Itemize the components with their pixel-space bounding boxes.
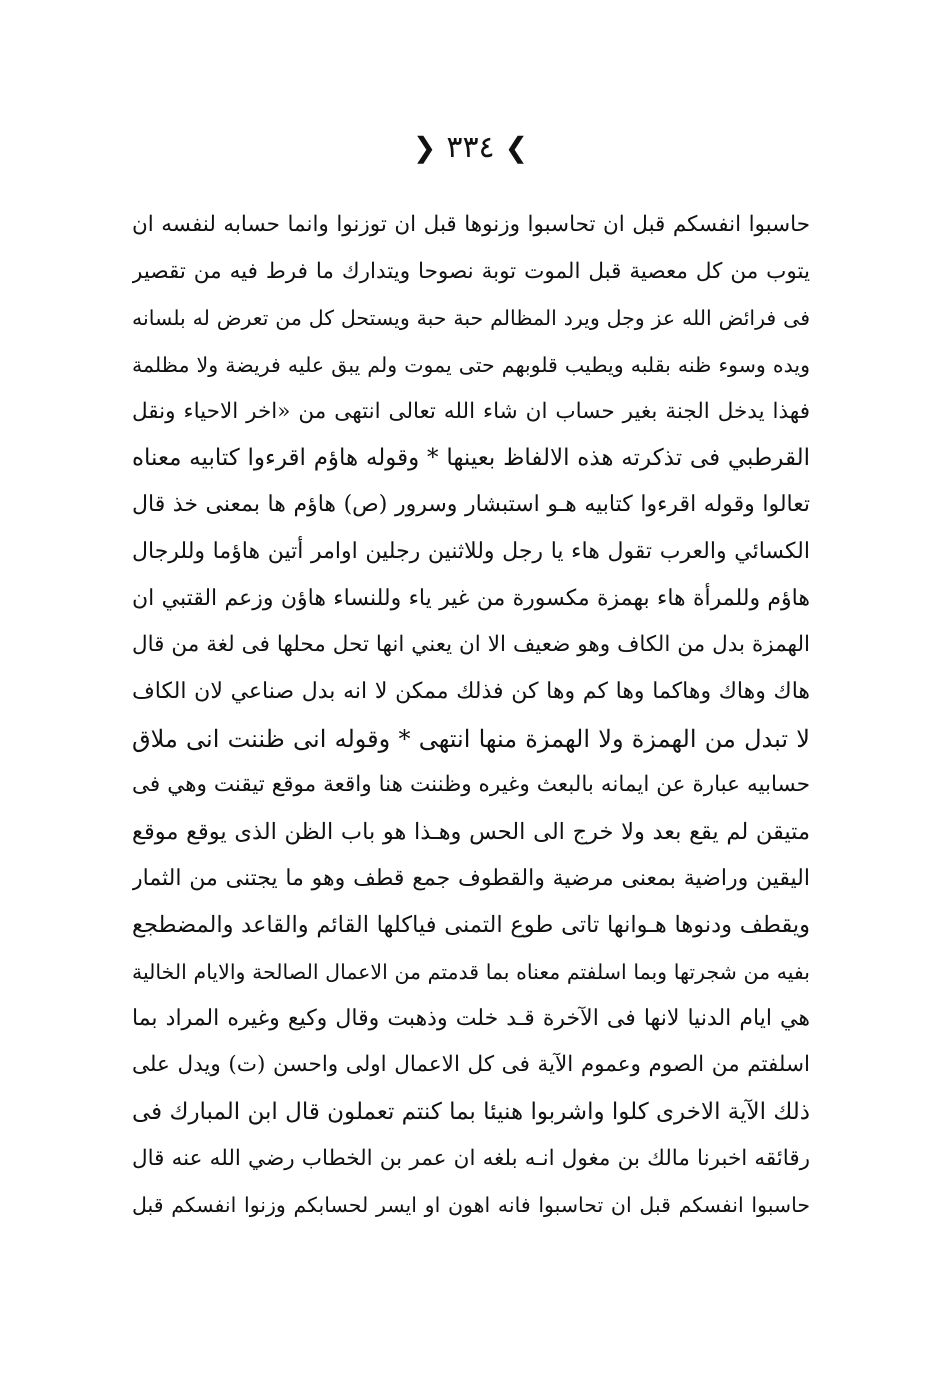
text-line: فهذا يدخل الجنة بغير حساب ان شاء الله تعالى انتهى من «اخر الاحياء ونقل — [132, 398, 810, 424]
ornament-right-icon: ❯ — [412, 131, 437, 164]
text-line: ويده وسوء ظنه بقلبه ويطيب قلوبهم حتى يموت ولم يبق عليه فريضة ولا مظلمة — [132, 353, 810, 378]
text-line: لا تبدل من الهمزة ولا الهمزة منها انتهى * وقوله انى ظننت انى ملاق — [132, 724, 810, 753]
ornament-left-icon: ❮ — [504, 131, 529, 164]
text-line: هاؤم وللمرأة هاء بهمزة مكسورة من غير ياء وللنساء هاؤن وزعم القتبي ان — [132, 585, 810, 611]
body-text — [132, 202, 810, 1229]
text-line: حسابيه عبارة عن ايمانه بالبعث وغيره وظننت هنا واقعة موقع تيقنت وهي فى — [132, 772, 810, 798]
text-line: يتوب من كل معصية قبل الموت توبة نصوحا ويتدارك ما فرط فيه من تقصير — [132, 258, 810, 284]
text-line: ويقطف ودنوها هـوانها تاتى طوع التمنى فياكلها القائم والقاعد والمضطجع — [132, 912, 810, 939]
text-line: تعالوا وقوله اقرءوا كتابيه هـو استبشار وسرور (ص) هاؤم ها بمعنى خذ قال — [132, 492, 810, 518]
text-line: هاك وهاك وهاكما وها كم وها كن فذلك ممكن لا انه بدل صناعي لان الكاف — [132, 678, 810, 704]
text-line: رقائقه اخبرنا مالك بن مغول انـه بلغه ان عمر بن الخطاب رضي الله عنه قال — [132, 1145, 810, 1171]
text-line: هي ايام الدنيا لانها فى الآخرة قـد خلت وذهبت وقال وكيع وغيره المراد بما — [132, 1005, 810, 1031]
text-line: الهمزة بدل من الكاف وهو ضعيف الا ان يعني انها تحل محلها فى لغة من قال — [132, 632, 810, 658]
text-line: اليقين وراضية بمعنى مرضية والقطوف جمع قطف وهو ما يجتنى من الثمار — [132, 865, 810, 891]
text-line: القرطبي فى تذكرته هذه الالفاظ بعينها * وقوله هاؤم اقرءوا كتابيه معناه — [132, 445, 810, 472]
text-line: حاسبوا انفسكم قبل ان تحاسبوا وزنوها قبل ان توزنوا وانما حسابه لنفسه ان — [132, 212, 810, 237]
text-line: بفيه من شجرتها وبما اسلفتم معناه بما قدمتم من الاعمال الصالحة والايام الخالية — [132, 960, 810, 984]
text-line: متيقن لم يقع بعد ولا خرج الى الحس وهـذا هو باب الظن الذى يوقع موقع — [132, 818, 810, 845]
text-line: اسلفتم من الصوم وعموم الآية فى كل الاعمال اولى واحسن (ت) ويدل على — [132, 1052, 810, 1078]
page-header — [0, 128, 941, 168]
text-line: الكسائي والعرب تقول هاء يا رجل وللاثنين رجلين اوامر أتين هاؤما وللرجال — [132, 538, 810, 564]
text-line: ذلك الآية الاخرى كلوا واشربوا هنيئا بما كنتم تعملون قال ابن المبارك فى — [132, 1099, 810, 1126]
text-line: فى فرائض الله عز وجل ويرد المظالم حبة حبة ويستحل كل من تعرض له بلسانه — [132, 306, 810, 331]
text-line: حاسبوا انفسكم قبل ان تحاسبوا فانه اهون او ايسر لحسابكم وزنوا انفسكم قبل — [132, 1193, 810, 1218]
page-number: ٣٣٤ — [446, 130, 495, 165]
